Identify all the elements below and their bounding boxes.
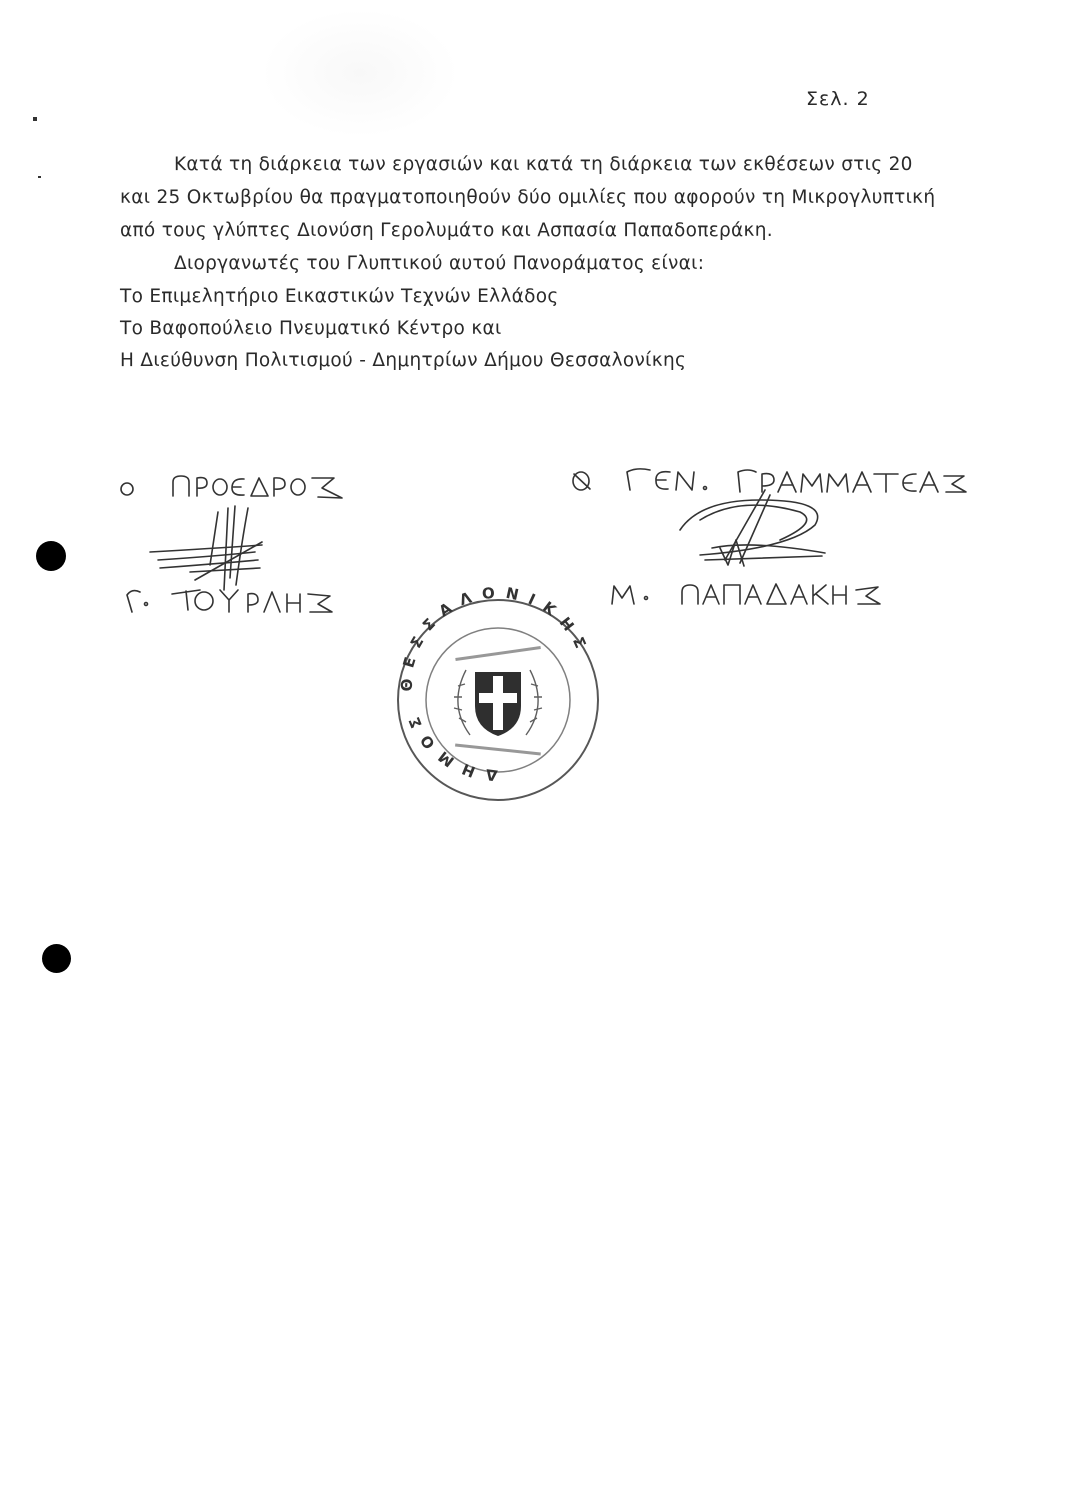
body-line-3: από τους γλύπτες Διονύση Γερολυμάτο και Ασπασία Παπαδοπεράκη.	[120, 220, 773, 241]
organizer-line-3: Η Διεύθυνση Πολιτισμού - Δημητρίων Δήμου Θεσσαλονίκης	[120, 350, 687, 371]
page-number: Σελ. 2	[806, 88, 870, 110]
organizer-line-1: Το Επιμελητήριο Εικαστικών Τεχνών Ελλάδος	[120, 286, 559, 307]
body-line-2: και 25 Οκτωβρίου θα πραγματοποιηθούν δύο ομιλίες που αφορούν τη Μικρογλυπτική	[120, 187, 936, 208]
president-signature	[150, 506, 262, 590]
secretary-name-handwriting	[612, 584, 880, 604]
secretary-signature	[680, 490, 825, 566]
secretary-title-handwriting	[573, 469, 966, 492]
president-name-handwriting	[127, 590, 332, 612]
organizer-line-2: Το Βαφοπούλειο Πνευματικό Κέντρο και	[120, 318, 502, 339]
body-line-4: Διοργανωτές του Γλυπτικού αυτού Πανοράματος είναι:	[174, 253, 705, 274]
official-stamp	[398, 584, 598, 800]
body-line-1: Κατά τη διάρκεια των εργασιών και κατά τη διάρκεια των εκθέσεων στις 20	[174, 154, 913, 175]
president-title-handwriting	[121, 476, 342, 498]
stamp-ring-text: ΔΗΜΟΣ ΘΕΣΣΑΛΟΝΙΚΗΣ	[397, 583, 594, 785]
